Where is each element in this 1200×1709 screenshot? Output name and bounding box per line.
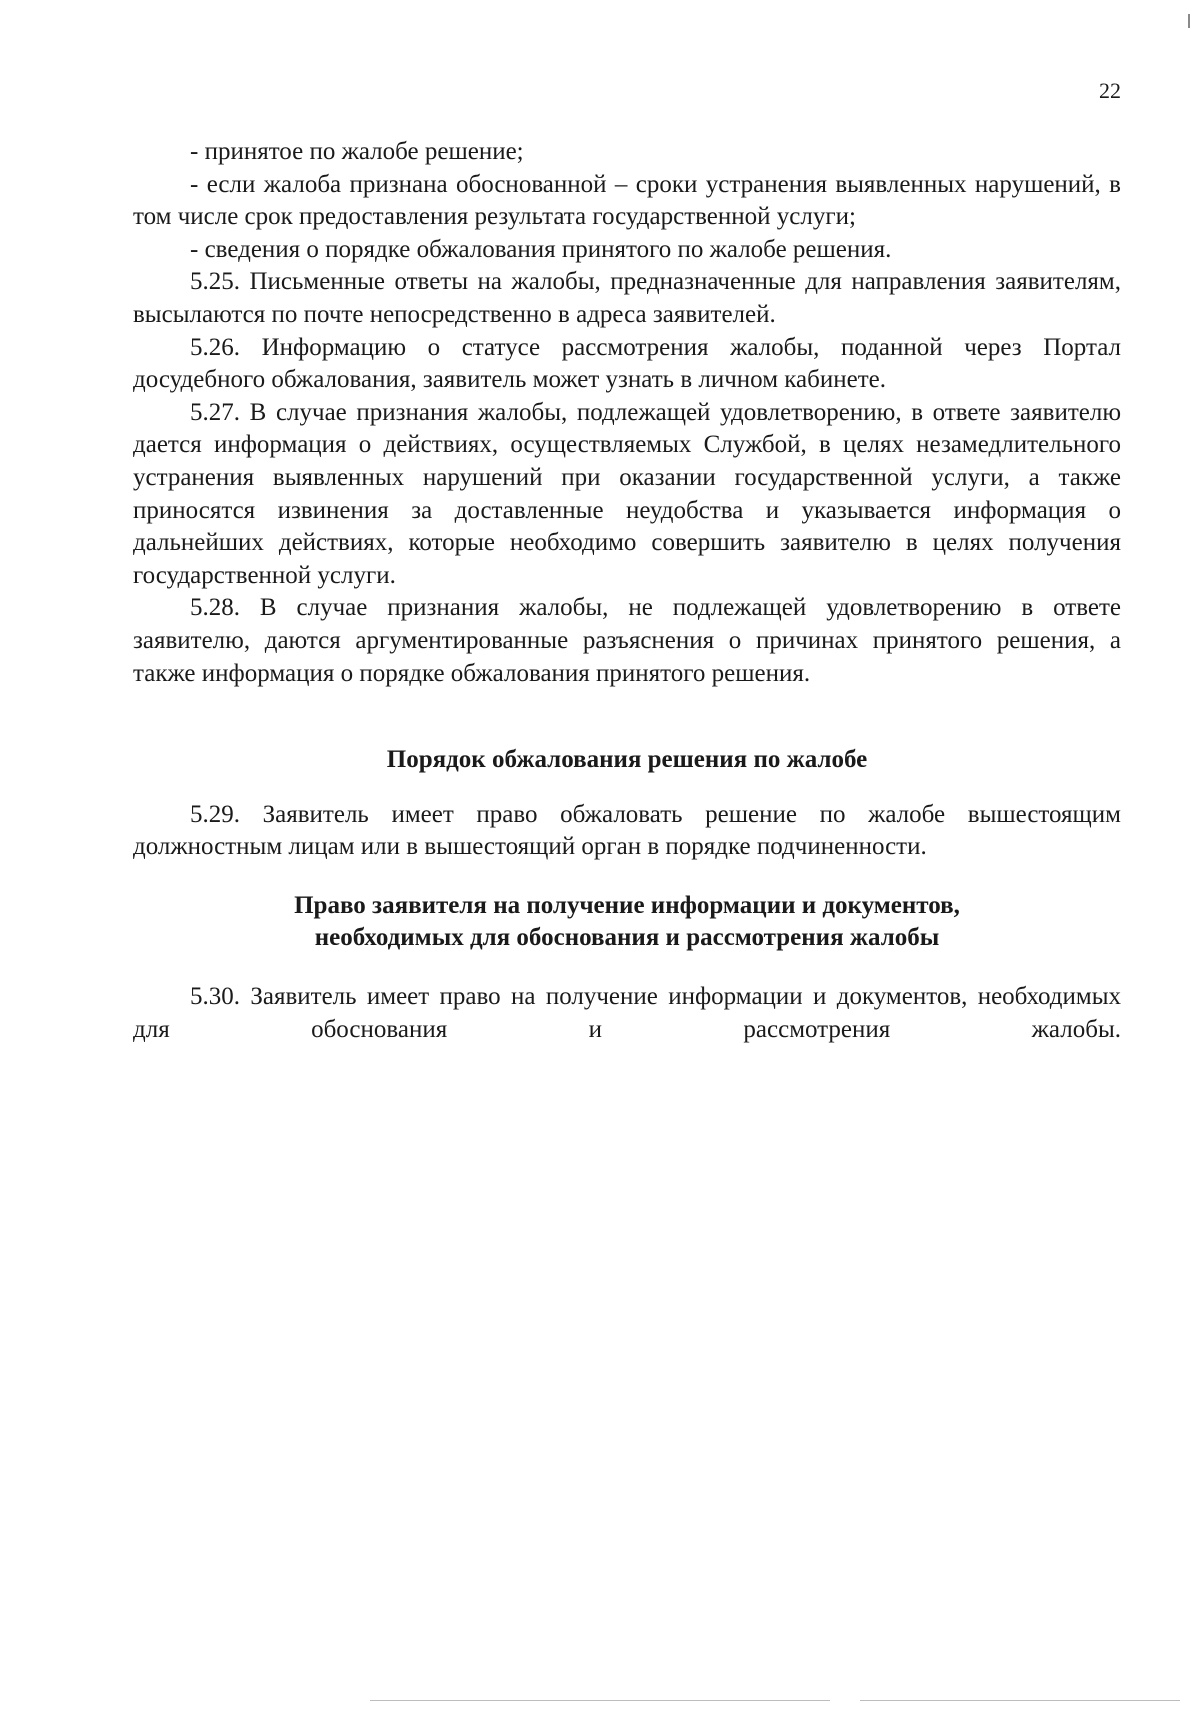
list-item-deadlines: - если жалоба признана обоснованной – сроки устранения выявленных нарушений, в том числе срок предоставления результата государственной услуги; bbox=[133, 170, 1121, 231]
clause-5-25: 5.25. Письменные ответы на жалобы, предназначенные для направления заявителям, высылаются по почте непосредственно в адреса заявителей. bbox=[133, 268, 1121, 328]
section-heading-rights-line1: Право заявителя на получение информации и документов, bbox=[294, 891, 960, 919]
document-body bbox=[133, 136, 1121, 1046]
clause-5-29: 5.29. Заявитель имеет право обжаловать решение по жалобе вышестоящим должностным лицам или в вышестоящий орган в порядке подчиненности. bbox=[133, 800, 1121, 861]
scan-edge-line bbox=[860, 1700, 1180, 1701]
section-heading-rights-line2: необходимых для обоснования и рассмотрения жалобы bbox=[314, 924, 940, 952]
scan-edge-line bbox=[370, 1700, 830, 1701]
page-number: 22 bbox=[1099, 78, 1121, 103]
clause-5-26: 5.26. Информацию о статусе рассмотрения жалобы, поданной через Портал досудебного обжалования, заявитель может узнать в личном кабинете. bbox=[133, 333, 1121, 394]
section-heading-rights bbox=[133, 890, 1121, 955]
scan-mark bbox=[1188, 14, 1190, 28]
clause-5-30: 5.30. Заявитель имеет право на получение информации и документов, необходимых для обоснования и рассмотрения жалобы. bbox=[133, 983, 1121, 1043]
list-item-appeal-info: - сведения о порядке обжалования принятого по жалобе решения. bbox=[190, 235, 892, 263]
list-item-decision: - принятое по жалобе решение; bbox=[190, 138, 524, 165]
clause-5-28: 5.28. В случае признания жалобы, не подлежащей удовлетворению в ответе заявителю, даются аргументированные разъяснения о причинах принятого решения, а также информация о порядке обжалования принятого решения. bbox=[133, 594, 1121, 687]
clause-5-27: 5.27. В случае признания жалобы, подлежащей удовлетворению, в ответе заявителю дается информация о действиях, осуществляемых Службой, в целях незамедлительного устранения выявленных нарушений при оказании государственной услуги, а также приносятся извинения за доставленные неудобства и указывается информация о дальнейших действиях, которые необходимо совершить заявителю в целях получения государственной услуги. bbox=[133, 398, 1121, 589]
section-heading-appeal: Порядок обжалования решения по жалобе bbox=[386, 746, 868, 774]
